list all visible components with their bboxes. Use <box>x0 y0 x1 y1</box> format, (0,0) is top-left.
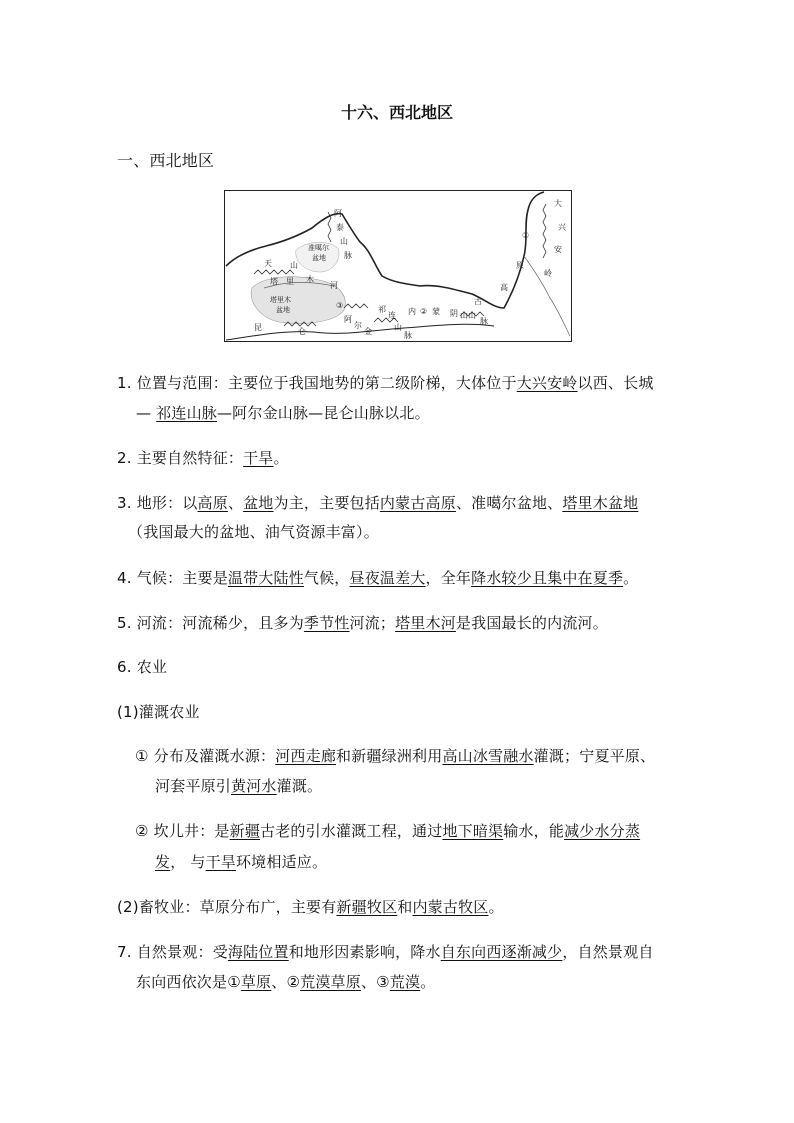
map-figure <box>224 190 572 342</box>
item-1-line-1 <box>117 372 654 393</box>
answer-ganhan-2: 干旱 <box>205 853 236 871</box>
text: 坎儿井：是 <box>148 822 230 840</box>
circle-marker: ② <box>135 822 149 840</box>
answer-wendai: 温带大陆性 <box>227 569 304 587</box>
text: 古老的引水灌溉工程，通过 <box>260 822 443 840</box>
text: 河流：河流稀少，且多为 <box>136 614 304 632</box>
subsection-1: (1)灌溉农业 <box>117 703 200 721</box>
map-label-er: 尔 <box>354 321 362 330</box>
answer-tarim-river: 塔里木河 <box>395 614 456 632</box>
text: 为主，主要包括 <box>273 494 380 512</box>
text: 和新疆绿洲利用 <box>336 747 443 765</box>
map-label-mai-alt: 脉 <box>344 251 352 260</box>
map-label-ling: 岭 <box>544 269 552 278</box>
item-number: 3. <box>117 494 132 512</box>
text: 以西、长城 <box>577 374 654 392</box>
text: ，全年 <box>425 569 472 587</box>
map-label-lun: 仑 <box>298 327 306 336</box>
subsection-2 <box>117 896 504 917</box>
text: — <box>136 404 157 422</box>
circle-item-1-line-2 <box>155 775 322 796</box>
map-label-kun: 昆 <box>254 323 262 332</box>
text: 、 <box>227 494 244 512</box>
text: 东向西依次是① <box>136 973 241 991</box>
answer-tarim-pendi: 塔里木盆地 <box>562 494 639 512</box>
text: 灌溉。 <box>276 777 323 795</box>
text: 、准噶尔盆地、 <box>455 494 563 512</box>
text: 农业 <box>136 658 168 676</box>
map-label-nei: 内 <box>408 307 416 316</box>
map-label-ta: 塔 <box>270 277 278 286</box>
answer-jianshao: 自东向西逐渐减少 <box>440 943 563 961</box>
text: 气候：主要是 <box>136 569 228 587</box>
map-label-yuan: 原 <box>516 261 524 270</box>
text: 分布及灌溉水源： <box>148 747 276 765</box>
answer-hailu: 海陆位置 <box>227 943 289 961</box>
text: 、② <box>271 973 301 991</box>
answer-jiangshui: 降水较少且集中在夏季 <box>471 569 624 587</box>
map-label-shan-alt: 山 <box>340 237 348 246</box>
map-label-junggar1: 准噶尔 <box>308 244 329 252</box>
answer-ganhan: 干旱 <box>243 449 274 467</box>
text: 主要自然特征： <box>136 449 244 467</box>
answer-caoyuan: 草原 <box>240 973 272 991</box>
circle-item-1-line-1 <box>135 745 655 766</box>
answer-bingxue: 高山冰雪融水 <box>442 747 534 765</box>
text: 和 <box>397 898 413 916</box>
item-number: 1. <box>117 374 132 392</box>
answer-zhengfa-1: 减少水分蒸 <box>564 822 641 840</box>
item-1-line-2 <box>136 402 430 423</box>
map-label-yin: 阴 <box>450 309 458 318</box>
map-label-a-e: 阿 <box>334 209 342 218</box>
section-heading: 一、西北地区 <box>117 151 215 170</box>
map-label-shan-t: 山 <box>290 261 298 270</box>
text: ，自然景观自 <box>562 943 654 961</box>
text: 输水，能 <box>503 822 565 840</box>
item-number: 2. <box>117 449 132 467</box>
text: ， 与 <box>170 853 206 871</box>
text: 和地形因素影响，降水 <box>288 943 441 961</box>
answer-daxinganling: 大兴安岭 <box>516 374 578 392</box>
text: 是我国最长的内流河。 <box>455 614 608 632</box>
text: 灌溉；宁夏平原、 <box>533 747 656 765</box>
page-title: 十六、西北地区 <box>340 103 453 122</box>
map-label-yinmai: 脉 <box>480 317 488 326</box>
text: 。 <box>623 569 639 587</box>
map-label-he: 河 <box>330 281 338 290</box>
map-label-tarim1: 塔里木 <box>270 296 291 304</box>
map-label-gu: 古 <box>474 297 482 306</box>
map-label-junggar2: 盆地 <box>312 254 326 262</box>
item-2 <box>117 447 289 468</box>
map-label-m-q: 脉 <box>404 331 412 340</box>
circle-item-2-line-1 <box>135 820 640 841</box>
map-label-circle1: ① <box>522 231 530 240</box>
map-label-jin: 金 <box>364 327 372 336</box>
text: 河套平原引 <box>155 777 232 795</box>
item-number: 4. <box>117 569 132 587</box>
text: (2)畜牧业：草原分布广，主要有 <box>117 898 337 916</box>
map-label-circle2: ② <box>420 307 428 316</box>
map-label-tian: 天 <box>264 259 272 268</box>
circle-item-2-line-2 <box>155 851 327 872</box>
map-label-tai: 泰 <box>336 223 344 232</box>
text: 位置与范围：主要位于我国地势的第二级阶梯，大体位于 <box>136 374 517 392</box>
map-label-lian: 连 <box>388 311 396 320</box>
text: 。 <box>420 973 436 991</box>
item-7-line-2 <box>136 971 435 992</box>
text: 地形：以 <box>136 494 198 512</box>
text: 气候， <box>303 569 350 587</box>
map-label-circle3: ③ <box>336 301 344 310</box>
map-label-gao: 高 <box>500 283 508 292</box>
item-number: 6. <box>117 658 132 676</box>
northwest-region-map <box>224 190 572 342</box>
circle-marker: ① <box>135 747 149 765</box>
map-label-qi: 祁 <box>378 305 386 314</box>
answer-pendi: 盆地 <box>243 494 274 512</box>
answer-huangmo: 荒漠 <box>389 973 421 991</box>
answer-qilian: 祁连山脉 <box>156 404 217 422</box>
map-label-da: 大 <box>554 199 562 208</box>
map-label-yinshan: 山山 <box>460 311 476 320</box>
answer-neimenggu-muqu: 内蒙古牧区 <box>412 898 489 916</box>
map-label-a2: 阿 <box>344 315 352 324</box>
text: 环境相适应。 <box>235 853 328 871</box>
item-7-line-1 <box>117 941 654 962</box>
text: （我国最大的盆地、油气资源丰富）。 <box>128 523 379 541</box>
answer-neimenggu-gaoyuan: 内蒙古高原 <box>379 494 456 512</box>
text: 、③ <box>360 973 390 991</box>
map-label-mu: 木 <box>306 275 314 284</box>
answer-xinjiang: 新疆 <box>229 822 261 840</box>
map-label-meng: 蒙 <box>432 307 440 316</box>
item-number: 5. <box>117 614 132 632</box>
item-3-line-2 <box>128 521 379 542</box>
item-3-line-1 <box>117 492 638 513</box>
text: 自然景观：受 <box>136 943 228 961</box>
answer-hexi: 河西走廊 <box>275 747 337 765</box>
map-label-s-q: 山 <box>394 323 402 332</box>
answer-zhengfa-2: 发 <box>155 853 171 871</box>
answer-wencha: 昼夜温差大 <box>349 569 426 587</box>
map-label-an: 安 <box>554 245 562 254</box>
map-label-li: 里 <box>286 277 294 286</box>
map-label-tarim2: 盆地 <box>276 306 290 314</box>
text: —阿尔金山脉—昆仑山脉以北。 <box>216 404 430 422</box>
item-4 <box>117 567 638 588</box>
answer-huanghe: 黄河水 <box>231 777 277 795</box>
item-5 <box>117 612 608 633</box>
text: 。 <box>488 898 504 916</box>
answer-xinjiang-muqu: 新疆牧区 <box>336 898 398 916</box>
text: 。 <box>273 449 289 467</box>
map-label-xing: 兴 <box>558 223 566 232</box>
item-number: 7. <box>117 943 132 961</box>
answer-anqu: 地下暗渠 <box>442 822 504 840</box>
answer-jijiexing: 季节性 <box>303 614 350 632</box>
answer-huangmo-caoyuan: 荒漠草原 <box>300 973 361 991</box>
item-6 <box>117 656 167 677</box>
text: 河流； <box>349 614 396 632</box>
answer-gaoyuan: 高原 <box>197 494 228 512</box>
